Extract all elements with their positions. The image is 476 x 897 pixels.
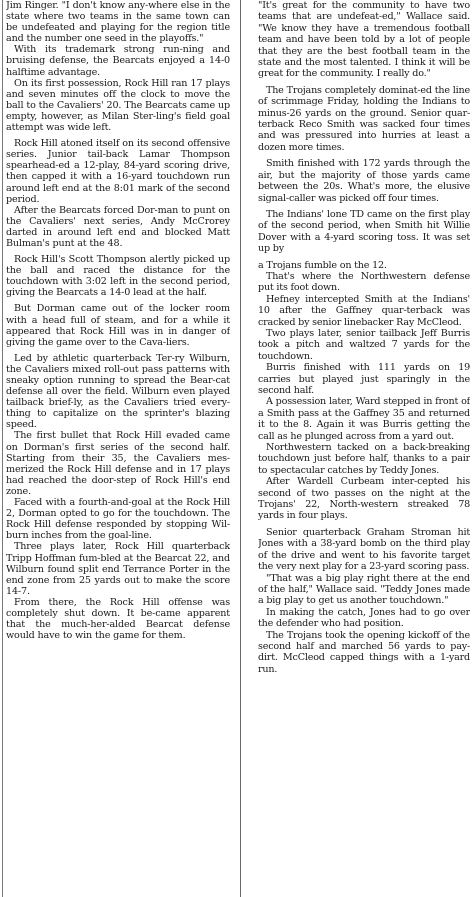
paragraph: From there, the Rock Hill offense was completely shut down. It be-came apparent that the much-her-alded Bearcat defense would have to win the game for them. [6, 596, 230, 642]
paragraph: In making the catch, Jones had to go over the defender who had position. [258, 606, 470, 630]
paragraph: That's where the Northwestern defense put its foot down. [258, 270, 470, 294]
paragraph: a Trojans fumble on the 12. [258, 259, 387, 271]
column-divider [240, 0, 241, 897]
paragraph: After Wardell Curbeam inter-cepted his second of two passes on the night at the Trojans' 22, North-western streaked 78 yards in four plays. [258, 476, 470, 522]
paragraph: Rock Hill atoned itself on its second offensive series. Junior tail-back Lamar Thompson spearhead-ed a 12-play, 84-yard scoring drive, then capped it with a 16-yard touchdown run around left end at the 8:01 mark of the second period. [6, 138, 230, 205]
paragraph: On its first possession, Rock Hill ran 17 plays and seven minutes off the clock to move the ball to the Cavaliers' 20. The Bearcats came up empty, however, as Milan Ster-ling's field goal attempt was wide left. [6, 77, 230, 134]
paragraph: Northwestern tacked on a back-breaking touchdown just before half, thanks to a pair to spectacular catches by Teddy Jones. [258, 442, 470, 476]
paragraph: Led by athletic quarterback Ter-ry Wilburn, the Cavaliers mixed roll-out pass patterns with sneaky option running to spread the Bear-cat defense all over the field. Wilburn even played tailback brief-ly, as the Cavaliers tried every-thing to capitalize on the sprinter's blazing speed. [6, 352, 230, 431]
paragraph: Three plays later, Rock Hill quarterback Tripp Hoffman fum-bled at the Bearcat 22, and Wilburn found split end Terrance Porter in the end zone from 25 yards out to make the score 14-7. [6, 541, 230, 597]
paragraph: The first bullet that Rock Hill evaded came on Dorman's first series of the second half. Starting from their 35, the Cavaliers mes-merized the Rock Hill defense and in 17 plays had reached the door-step of Rock Hill's end zone. [6, 430, 230, 497]
paragraph: Burris finished with 111 yards on 19 carries but played just sparingly in the second half. [258, 362, 470, 396]
left-column [6, 0, 230, 897]
paragraph: Faced with a fourth-and-goal at the Rock Hill 2, Dorman opted to go for the touchdown. The Rock Hill defense responded by stopping Wil-burn inches from the goal-line. [6, 497, 230, 542]
paragraph: Rock Hill's Scott Thompson alertly picked up the ball and raced the distance for the touchdown with 3:02 left in the second period, giving the Bearcats a 14-0 lead at the half. [6, 254, 230, 299]
paragraph: A possession later, Ward stepped in front of a Smith pass at the Gaffney 35 and returned it to the 8. Again it was Burris getting the call as he plunged across from a yard out. [258, 396, 470, 442]
paragraph: "It's great for the community to have two teams that are undefeat-ed," Wallace said. "We know they have a tremendous football team and have been told by a lot of people that they are the best football team in the state and the most talented. I think it will be great for the community. I really do." [258, 0, 470, 80]
paragraph: Jim Ringer. "I don't know any-where else in the state where two teams in the same town can be undefeated and playing for the region title and the number one seed in the playoffs." [6, 0, 230, 45]
right-column [258, 0, 470, 897]
paragraph: "That was a big play right there at the end of the half," Wallace said. "Teddy Jones made a big play to get us another touchdown." [258, 572, 470, 607]
left-margin-rule [2, 0, 3, 897]
paragraph: Two plays later, senior tailback Jeff Burris took a pitch and waltzed 7 yards for the touchdown. [258, 327, 470, 362]
paragraph: With its trademark strong run-ning and bruising defense, the Bearcats enjoyed a 14-0 halftime advantage. [6, 44, 230, 78]
paragraph: Smith finished with 172 yards through the air, but the majority of those yards came between the 20s. What's more, the elusive signal-caller was picked off four times. [258, 158, 470, 204]
paragraph: After the Bearcats forced Dor-man to punt on the Cavaliers' next series, Andy McCrorey darted in around left end and blocked Matt Bulman's punt at the 48. [6, 204, 230, 249]
paragraph: The Trojans completely dominat-ed the line of scrimmage Friday, holding the Indians to minus-26 yards on the ground. Senior quar-terback Reco Smith was sacked four times and was pressured into hurries at least a dozen more times. [258, 84, 470, 153]
paragraph: Hefney intercepted Smith at the Indians' 10 after the Gaffney quar-terback was cracked by senior linebacker Ray McCleod. [258, 293, 470, 328]
paragraph: But Dorman came out of the locker room with a head full of steam, and for a while it appeared that Rock Hill was in in danger of giving the game over to the Cava-liers. [6, 303, 230, 348]
paragraph: The Trojans took the opening kickoff of the second half and marched 56 yards to pay-dirt. McCleod capped things with a 1-yard run. [258, 629, 470, 675]
paragraph: Senior quarterback Graham Stroman hit Jones with a 38-yard bomb on the third play of the drive and went to his favorite target the very next play for a 23-yard scoring pass. [258, 526, 470, 573]
paragraph: The Indians' lone TD came on the first play of the second period, when Smith hit Willie Dover with a 4-yard scoring toss. It was set up by [258, 208, 470, 255]
